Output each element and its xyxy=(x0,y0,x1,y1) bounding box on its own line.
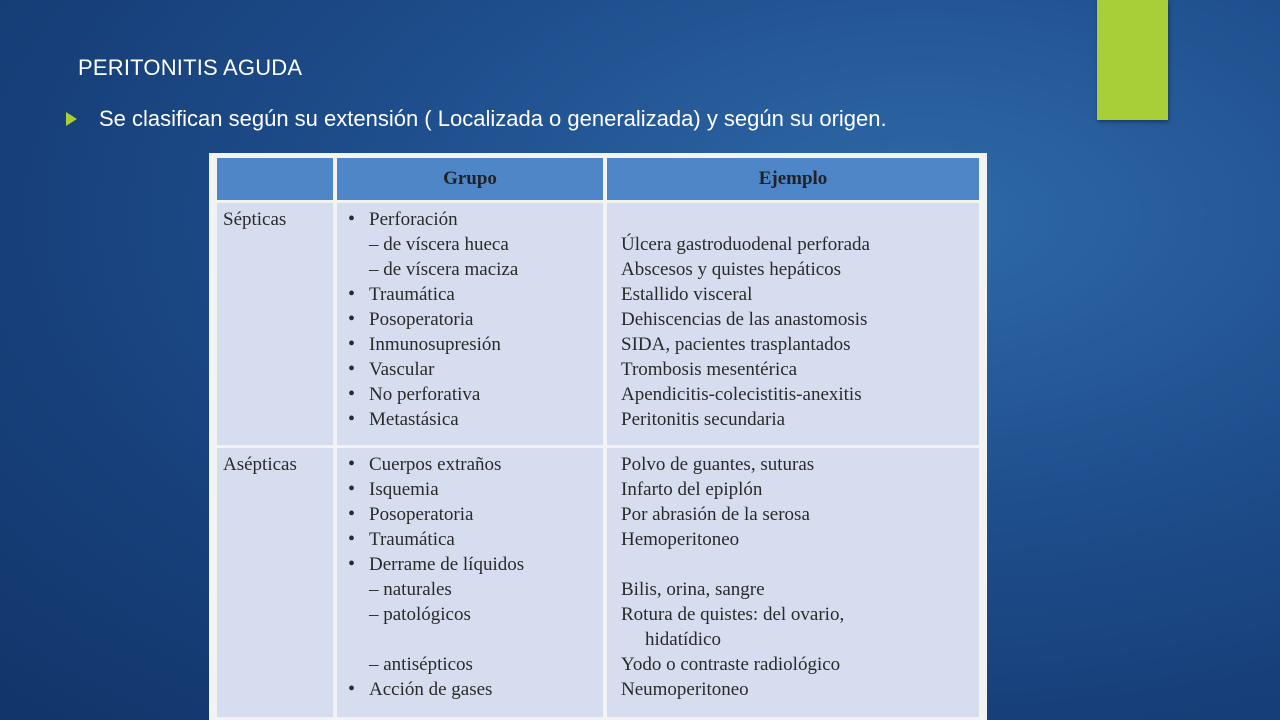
list-item: Neumoperitoneo xyxy=(621,679,749,701)
list-item: • Inmunosupresión xyxy=(343,332,597,357)
list-item: • Traumática xyxy=(343,527,597,552)
list-item: Yodo o contraste radiológico xyxy=(621,654,841,676)
list-item: – patológicos xyxy=(369,604,471,626)
list-item: Abscesos y quistes hepáticos xyxy=(621,259,842,280)
header-category xyxy=(217,158,333,200)
list-item: Dehiscencias de las anastomosis xyxy=(621,309,868,330)
classification-table-image xyxy=(209,153,987,720)
bullet-point xyxy=(66,104,1056,134)
table-row-aseptic xyxy=(217,448,979,717)
category-cell xyxy=(217,203,333,445)
list-item: • Isquemia xyxy=(343,477,597,502)
list-item: – antisépticos xyxy=(369,654,473,676)
header-group: Grupo xyxy=(337,158,603,200)
list-item: Úlcera gastroduodenal perforada xyxy=(621,234,870,255)
list-item: • Perforación xyxy=(343,207,597,232)
category-label-septic: Sépticas xyxy=(223,209,287,230)
group-cell xyxy=(337,448,603,717)
list-item: Bilis, orina, sangre xyxy=(621,579,765,601)
table-header-row xyxy=(217,158,979,200)
slide-title: PERITONITIS AGUDA xyxy=(78,55,303,80)
list-item: Infarto del epiplón xyxy=(621,479,763,501)
list-item: • Metastásica xyxy=(343,407,597,432)
list-item: • Posoperatoria xyxy=(343,307,597,332)
list-item: Por abrasión de la serosa xyxy=(621,504,810,526)
list-item: • No perforativa xyxy=(343,382,597,407)
list-item: hidatídico xyxy=(645,629,721,651)
bullet-text: Se clasifican según su extensión ( Localizada o generalizada) y según su origen. xyxy=(99,106,887,131)
list-item: Hemoperitoneo xyxy=(621,529,740,551)
list-item: • Traumática xyxy=(343,282,597,307)
example-cell xyxy=(607,203,979,445)
list-item: • Cuerpos extraños xyxy=(343,452,597,477)
list-item: • Vascular xyxy=(343,357,597,382)
list-item: • Derrame de líquidos xyxy=(343,552,597,577)
classification-table xyxy=(213,155,983,720)
list-item: Peritonitis secundaria xyxy=(621,409,786,430)
table-row-septic xyxy=(217,203,979,445)
list-item: • Posoperatoria xyxy=(343,502,597,527)
list-item: Rotura de quistes: del ovario, xyxy=(621,604,845,626)
list-item: – naturales xyxy=(369,579,452,601)
list-item: Estallido visceral xyxy=(621,284,753,305)
list-item: Trombosis mesentérica xyxy=(621,359,798,380)
category-label-aseptic: Asépticas xyxy=(223,454,297,476)
list-item: SIDA, pacientes trasplantados xyxy=(621,334,851,355)
group-cell xyxy=(337,203,603,445)
list-item: • Acción de gases xyxy=(343,677,597,702)
list-item: – de víscera hueca xyxy=(369,234,509,255)
accent-bar xyxy=(1097,0,1168,120)
category-cell xyxy=(217,448,333,717)
header-example: Ejemplo xyxy=(607,158,979,200)
list-item: – de víscera maciza xyxy=(369,259,519,280)
example-cell xyxy=(607,448,979,717)
triangle-bullet-icon xyxy=(66,112,77,126)
list-item: Polvo de guantes, suturas xyxy=(621,454,815,476)
list-item: Apendicitis-colecistitis-anexitis xyxy=(621,384,862,405)
